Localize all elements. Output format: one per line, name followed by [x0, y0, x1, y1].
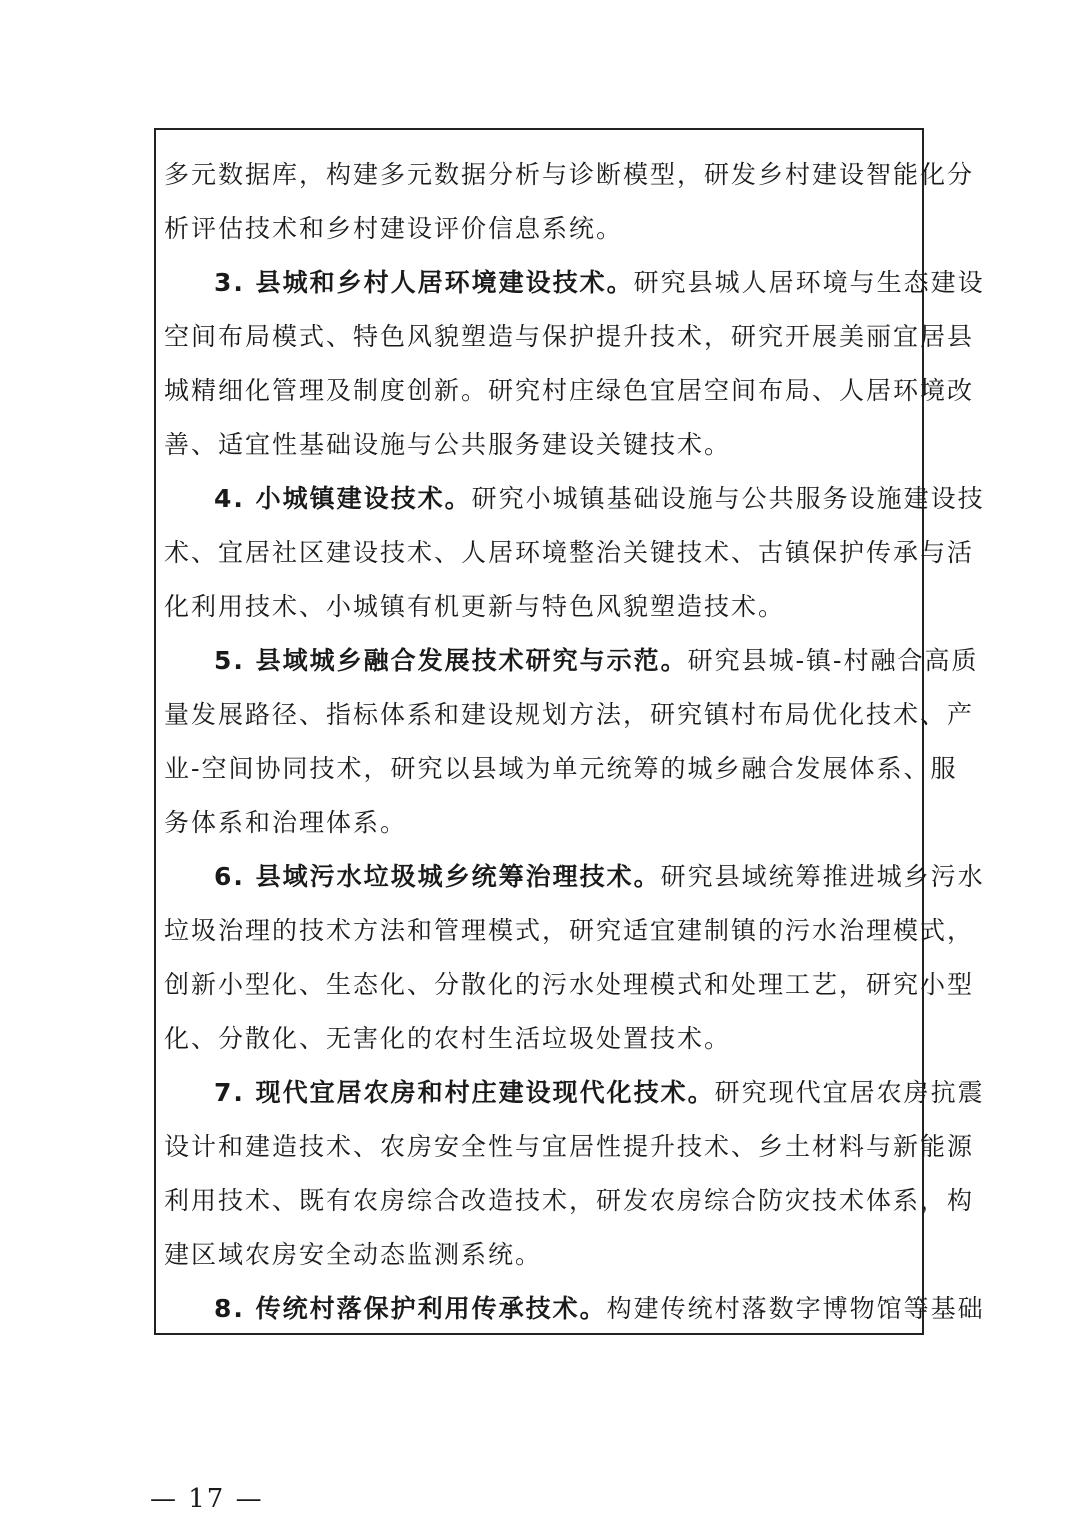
- line-text: 研究小城镇基础设施与公共服务设施建设技: [471, 484, 985, 513]
- text-line: [164, 904, 975, 958]
- text-line: [164, 688, 975, 742]
- text-line: [164, 850, 985, 904]
- text-line: [164, 472, 985, 526]
- line-text: 化、分散化、无害化的农村生活垃圾处置技术。: [164, 1024, 732, 1053]
- body-text: [164, 148, 985, 1336]
- text-line: [164, 148, 975, 202]
- text-line: [164, 796, 914, 850]
- line-text: 建区域农房安全动态监测系统。: [164, 1240, 543, 1269]
- line-text: 利用技术、既有农房综合改造技术，研发农房综合防灾技术体系，构: [164, 1186, 975, 1215]
- line-text: 量发展路径、指标体系和建设规划方法，研究镇村布局优化技术、产: [164, 700, 975, 729]
- text-line: [164, 310, 975, 364]
- text-line: [164, 580, 914, 634]
- line-text: 研究县城-镇-村融合高质: [687, 646, 979, 675]
- line-text: 善、适宜性基础设施与公共服务建设关键技术。: [164, 430, 732, 459]
- text-line: [164, 364, 975, 418]
- section-heading: 5. 县域城乡融合发展技术研究与示范。: [214, 646, 688, 675]
- line-text: 垃圾治理的技术方法和管理模式，研究适宜建制镇的污水治理模式，: [164, 916, 975, 945]
- text-line: [164, 1120, 975, 1174]
- text-frame: [154, 128, 985, 1335]
- text-line: [164, 526, 975, 580]
- line-text: 术、宜居社区建设技术、人居环境整治关键技术、古镇保护传承与活: [164, 538, 975, 567]
- line-text: 化利用技术、小城镇有机更新与特色风貌塑造技术。: [164, 592, 786, 621]
- section-heading: 8. 传统村落保护利用传承技术。: [214, 1294, 607, 1323]
- text-line: [164, 202, 914, 256]
- line-text: 研究县城人居环境与生态建设: [633, 268, 985, 297]
- line-text: 研究现代宜居农房抗震: [714, 1078, 985, 1107]
- line-text: 设计和建造技术、农房安全性与宜居性提升技术、乡土材料与新能源: [164, 1132, 975, 1161]
- text-line: [164, 1174, 975, 1228]
- line-text: 城精细化管理及制度创新。研究村庄绿色宜居空间布局、人居环境改: [164, 376, 975, 405]
- page-number: — 17 —: [150, 1484, 264, 1514]
- section-heading: 3. 县城和乡村人居环境建设技术。: [214, 268, 634, 297]
- section-heading: 6. 县域污水垃圾城乡统筹治理技术。: [214, 862, 661, 891]
- text-line: [164, 634, 979, 688]
- text-line: [164, 256, 985, 310]
- text-line: [164, 1066, 985, 1120]
- text-line: [164, 418, 914, 472]
- section-heading: 4. 小城镇建设技术。: [214, 484, 472, 513]
- text-line: [164, 742, 958, 796]
- text-line: [164, 1228, 914, 1282]
- line-text: 务体系和治理体系。: [164, 808, 408, 837]
- line-text: 析评估技术和乡村建设评价信息系统。: [164, 214, 624, 243]
- line-text: 构建传统村落数字博物馆等基础: [606, 1294, 985, 1323]
- line-text: 业-空间协同技术，研究以县域为单元统筹的城乡融合发展体系、服: [164, 754, 958, 783]
- line-text: 多元数据库，构建多元数据分析与诊断模型，研发乡村建设智能化分: [164, 160, 975, 189]
- section-heading: 7. 现代宜居农房和村庄建设现代化技术。: [214, 1078, 715, 1107]
- line-text: 研究县域统筹推进城乡污水: [660, 862, 985, 891]
- line-text: 创新小型化、生态化、分散化的污水处理模式和处理工艺，研究小型: [164, 970, 975, 999]
- text-line: [164, 958, 975, 1012]
- text-line: [164, 1282, 985, 1336]
- text-line: [164, 1012, 914, 1066]
- line-text: 空间布局模式、特色风貌塑造与保护提升技术，研究开展美丽宜居县: [164, 322, 975, 351]
